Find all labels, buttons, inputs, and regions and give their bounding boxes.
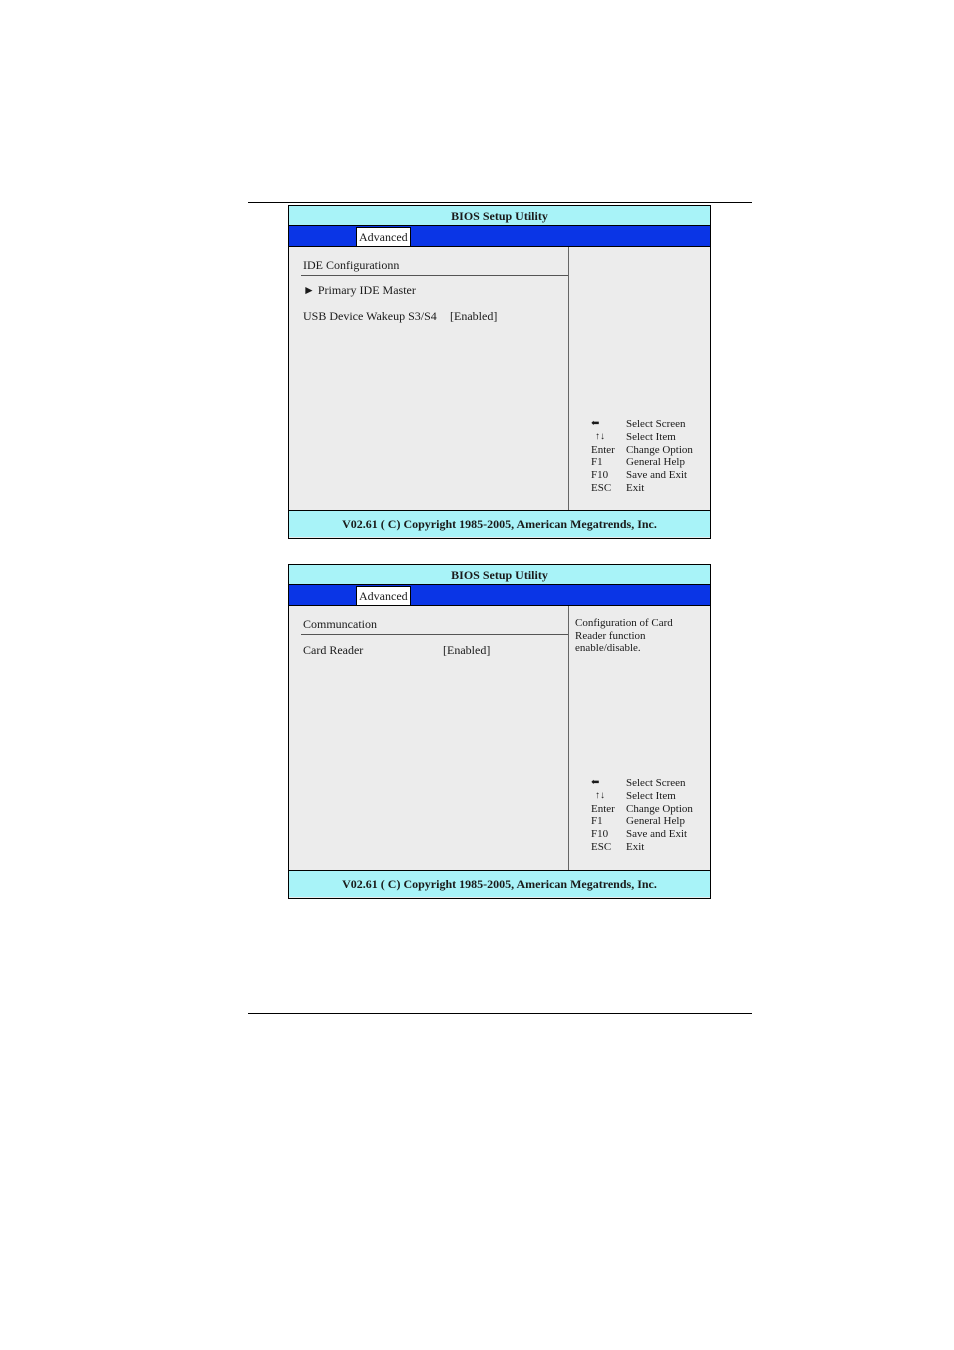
key-desc: Exit <box>626 840 645 853</box>
key-desc: Select Screen <box>626 418 686 430</box>
section-title: IDE Configurationn <box>303 258 400 272</box>
key-desc: Save and Exit <box>626 469 688 482</box>
card-reader-value[interactable]: [Enabled] <box>443 643 491 657</box>
key-desc: Change Option <box>626 802 693 815</box>
key-desc: General Help <box>626 456 685 469</box>
key-desc: Change Option <box>626 443 693 456</box>
tab-advanced[interactable]: Advanced <box>356 586 411 606</box>
key-name: F1 <box>591 456 603 469</box>
key-name: F1 <box>591 815 603 828</box>
key-name: ESC <box>591 481 612 494</box>
main-panel <box>289 606 710 870</box>
usb-wakeup-value[interactable]: [Enabled] <box>450 309 498 323</box>
key-desc: Select Item <box>626 789 676 802</box>
key-desc: Select Item <box>626 430 676 443</box>
help-text: Configuration of Card Reader function enable/disable. <box>575 617 673 654</box>
key-name: F10 <box>591 828 609 841</box>
up-down-arrows-icon: ↑↓ <box>595 789 605 801</box>
key-name: ESC <box>591 840 612 853</box>
menu-bar <box>289 585 710 606</box>
left-arrow-icon: ⬅ <box>591 418 600 429</box>
menu-item-primary-ide-master[interactable]: ► Primary IDE Master <box>303 283 416 297</box>
up-down-arrows-icon: ↑↓ <box>595 430 605 442</box>
main-panel <box>289 247 710 510</box>
key-name: F10 <box>591 469 609 482</box>
menu-item-usb-wakeup[interactable]: USB Device Wakeup S3/S4 <box>303 309 437 323</box>
section-title: Communcation <box>303 617 377 631</box>
key-name: Enter <box>591 802 615 815</box>
key-name: Enter <box>591 443 615 456</box>
section-divider <box>301 275 568 276</box>
key-desc: Save and Exit <box>626 828 688 841</box>
key-desc: Select Screen <box>626 777 686 789</box>
key-desc: General Help <box>626 815 685 828</box>
copyright-footer: V02.61 ( C) Copyright 1985-2005, American Megatrends, Inc. <box>289 510 710 537</box>
page-top-rule <box>248 202 752 203</box>
menu-item-card-reader[interactable]: Card Reader <box>303 643 364 657</box>
panel-divider <box>568 606 569 870</box>
section-divider <box>301 634 568 635</box>
bios-title: BIOS Setup Utility <box>289 206 710 226</box>
bios-screen-communication <box>288 564 711 899</box>
key-desc: Exit <box>626 481 645 494</box>
copyright-footer: V02.61 ( C) Copyright 1985-2005, American Megatrends, Inc. <box>289 870 710 897</box>
page-bottom-rule <box>248 1013 752 1014</box>
tab-advanced[interactable]: Advanced <box>356 227 411 247</box>
panel-divider <box>568 247 569 510</box>
left-arrow-icon: ⬅ <box>591 777 600 788</box>
bios-screen-ide <box>288 205 711 539</box>
bios-title: BIOS Setup Utility <box>289 565 710 585</box>
menu-bar <box>289 226 710 247</box>
